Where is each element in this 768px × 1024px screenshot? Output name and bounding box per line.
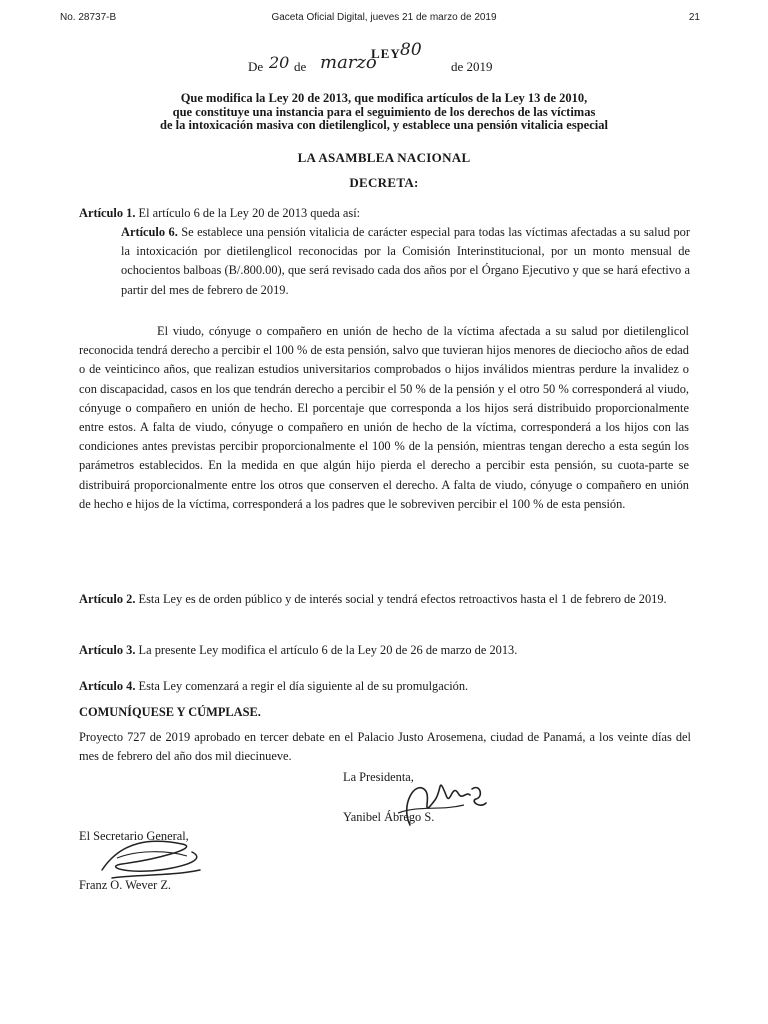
- article-2: [79, 590, 691, 609]
- article-1-label: Artículo 1.: [79, 206, 136, 220]
- law-title: [0, 92, 768, 133]
- article-6-para-1: [121, 223, 690, 300]
- article-2-label: Artículo 2.: [79, 592, 136, 606]
- article-1-text: El artículo 6 de la Ley 20 de 2013 queda así:: [135, 206, 361, 220]
- article-2-text: Esta Ley es de orden público y de interés social y tendrá efectos retroactivos hasta el 1 de febrero de 2019.: [135, 592, 667, 606]
- presidenta-title: La Presidenta,: [343, 770, 414, 784]
- assembly-heading: LA ASAMBLEA NACIONAL: [297, 150, 471, 165]
- law-month-handwritten: marzo: [320, 52, 377, 73]
- law-label: LEY: [371, 46, 401, 61]
- article-6-para-2: El viudo, cónyuge o compañero en unión de hecho de la víctima afectada a su salud por dietilenglicol reconocida tendrá derecho a percibir el 100 % de esta pensión, salvo que tuvieran hijos menores de dieciocho años de edad o de veinticinco años, que realizan estudios universitarios comprobados o hijos inválidos mientras perdure la invalidez o con discapacidad, casos en los que tendrán derecho a percibir el 50 % de la pensión y el otro 50 % corresponderá al viudo, cónyuge o compañero en unión de hecho. El porcentaje que corresponda a los hijos será distribuido proporcionalmente entre estos. A falta de viudo, cónyuge o compañero en unión de hecho de la víctima, corresponderá a los hijos con las condiciones antes previstas percibir proporcionalmente el 100 % de la pensión, mientras tengan derecho a esta según los parámetros establecidos. En la medida en que algún hijo pierda el derecho a percibir esta pensión, su cuota-parte se distribuirá proporcionalmente entre los otros que conserven el derecho. A falta de viudo, cónyuge o compañero en unión de hecho e hijos de la víctima, corresponderá a los padres que le sobreviven percibir el 100 % de esta pensión.: [79, 324, 689, 511]
- article-4: [79, 677, 691, 696]
- presidenta-signature: [380, 765, 490, 835]
- article-1: [79, 204, 689, 223]
- law-title-line: de la intoxicación masiva con dietilenglicol, y establece una pensión vitalicia especial: [160, 118, 608, 132]
- article-6-text: Se establece una pensión vitalicia de carácter especial para todas las víctimas afectadas a su salud por la intoxicación por dietilenglicol reconocidas por la Comisión Interinstitucional, por un monto mensual de ochocientos balboas (B/.800.00), que será revisado cada dos años por el Órgano Ejecutivo y que se hará efectivo a partir del mes de febrero de 2019.: [121, 225, 690, 297]
- presidenta-name: Yanibel Ábrego S.: [343, 810, 435, 824]
- article-4-text: Esta Ley comenzará a regir el día siguiente al de su promulgación.: [135, 679, 469, 693]
- law-date-de: De: [248, 59, 264, 74]
- law-date-de-2: de: [294, 59, 307, 74]
- secretario-signature: [92, 830, 212, 885]
- law-number-line: [0, 42, 768, 82]
- law-title-line: Que modifica la Ley 20 de 2013, que modifica artículos de la Ley 13 de 2010,: [180, 91, 588, 105]
- decreta-heading: DECRETA:: [349, 175, 419, 190]
- law-year: de 2019: [451, 59, 493, 74]
- article-6-label: Artículo 6.: [121, 225, 178, 239]
- article-3-text: La presente Ley modifica el artículo 6 de la Ley 20 de 26 de marzo de 2013.: [135, 643, 518, 657]
- comuniquese-heading: COMUNÍQUESE Y CÚMPLASE.: [79, 705, 261, 719]
- law-title-line: que constituye una instancia para el seguimiento de los derechos de las víctimas: [172, 104, 596, 119]
- gazette-number: No. 28737-B: [60, 12, 117, 23]
- gazette-title: Gaceta Oficial Digital, jueves 21 de marzo de 2019: [271, 12, 497, 23]
- secretario-title: El Secretario General,: [79, 829, 189, 843]
- article-3-label: Artículo 3.: [79, 643, 136, 657]
- proyecto-paragraph: Proyecto 727 de 2019 aprobado en tercer debate en el Palacio Justo Arosemena, ciudad de Panamá, a los veinte días del mes de febrero del año dos mil diecinueve.: [79, 730, 691, 764]
- page-number: 21: [688, 12, 700, 23]
- article-4-label: Artículo 4.: [79, 679, 136, 693]
- law-number-handwritten: 80: [400, 40, 422, 60]
- article-3: [79, 641, 691, 660]
- law-day-handwritten: 20: [269, 53, 290, 72]
- secretario-name: Franz O. Wever Z.: [79, 878, 172, 892]
